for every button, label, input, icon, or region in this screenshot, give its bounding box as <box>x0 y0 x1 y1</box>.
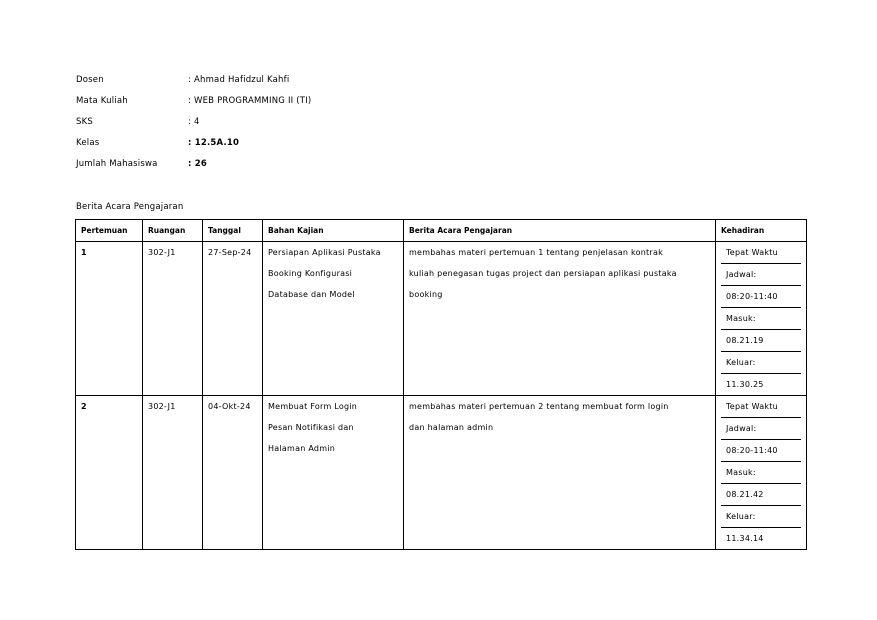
column-header-ruangan: Ruangan <box>143 220 203 242</box>
ruangan-cell <box>143 396 203 550</box>
berita-acara-table <box>75 219 807 550</box>
kehadiran-value: 08:20-11:40 <box>721 440 801 462</box>
column-header-tanggal: Tanggal <box>203 220 263 242</box>
cell-text: Halaman Admin <box>268 444 336 453</box>
ruangan-cell <box>143 242 203 396</box>
column-header-pertemuan: Pertemuan <box>76 220 143 242</box>
cell-text: Membuat Form Login <box>268 402 358 411</box>
tanggal-cell <box>203 242 263 396</box>
kehadiran-value: 08.21.19 <box>721 330 801 352</box>
kehadiran-label: Jadwal: <box>721 264 801 286</box>
kehadiran-label: Masuk: <box>721 308 801 330</box>
kehadiran-value: 11.30.25 <box>726 380 764 389</box>
bahan-kajian-cell <box>263 242 404 396</box>
cell-text: Pesan Notifikasi dan <box>268 423 354 432</box>
kehadiran-status: Tepat Waktu <box>721 396 801 418</box>
tanggal-cell <box>203 396 263 550</box>
info-label: SKS <box>76 117 93 127</box>
kehadiran-status: Tepat Waktu <box>721 242 801 264</box>
column-header-kehadiran: Kehadiran <box>716 220 807 242</box>
pertemuan-cell <box>76 396 143 550</box>
column-header-bahan-kajian: Bahan Kajian <box>263 220 404 242</box>
table-header-row <box>76 220 807 242</box>
cell-text: 302-J1 <box>148 248 176 257</box>
kehadiran-value: 11.34.14 <box>726 534 764 543</box>
table-row <box>76 396 807 550</box>
pertemuan-cell <box>76 242 143 396</box>
berita-acara-cell <box>404 396 716 550</box>
bahan-kajian-cell <box>263 396 404 550</box>
cell-text: Persiapan Aplikasi Pustaka <box>268 248 381 257</box>
cell-text: 302-J1 <box>148 402 176 411</box>
cell-text: 1 <box>81 248 87 257</box>
kehadiran-value: 08.21.42 <box>721 484 801 506</box>
section-title: Berita Acara Pengajaran <box>76 202 184 212</box>
info-value: : Ahmad Hafidzul Kahfi <box>188 75 290 85</box>
info-value: : 12.5A.10 <box>188 138 240 148</box>
cell-text: kuliah penegasan tugas project dan persiapan aplikasi pustaka <box>409 269 677 278</box>
cell-text: Booking Konfigurasi <box>268 269 353 278</box>
cell-text: 27-Sep-24 <box>208 248 252 257</box>
cell-text: booking <box>409 290 443 299</box>
cell-text: membahas materi pertemuan 2 tentang membuat form login <box>409 402 669 411</box>
info-label: Mata Kuliah <box>76 96 128 106</box>
info-label: Kelas <box>76 138 100 148</box>
table-row <box>76 242 807 396</box>
info-value: : 4 <box>188 117 200 127</box>
info-value: : 26 <box>188 159 207 169</box>
kehadiran-label: Jadwal: <box>721 418 801 440</box>
cell-text: 04-Okt-24 <box>208 402 251 411</box>
kehadiran-label: Keluar: <box>721 506 801 528</box>
kehadiran-label: Masuk: <box>721 462 801 484</box>
kehadiran-value: 08:20-11:40 <box>721 286 801 308</box>
cell-text: 2 <box>81 402 87 411</box>
info-label: Jumlah Mahasiswa <box>76 159 158 169</box>
cell-text: Database dan Model <box>268 290 355 299</box>
kehadiran-label: Keluar: <box>721 352 801 374</box>
column-header-berita-acara: Berita Acara Pengajaran <box>404 220 716 242</box>
berita-acara-cell <box>404 242 716 396</box>
cell-text: membahas materi pertemuan 1 tentang penjelasan kontrak <box>409 248 663 257</box>
kehadiran-cell <box>716 396 807 550</box>
info-value: : WEB PROGRAMMING II (TI) <box>188 96 312 106</box>
cell-text: dan halaman admin <box>409 423 494 432</box>
info-label: Dosen <box>76 75 104 85</box>
kehadiran-cell <box>716 242 807 396</box>
